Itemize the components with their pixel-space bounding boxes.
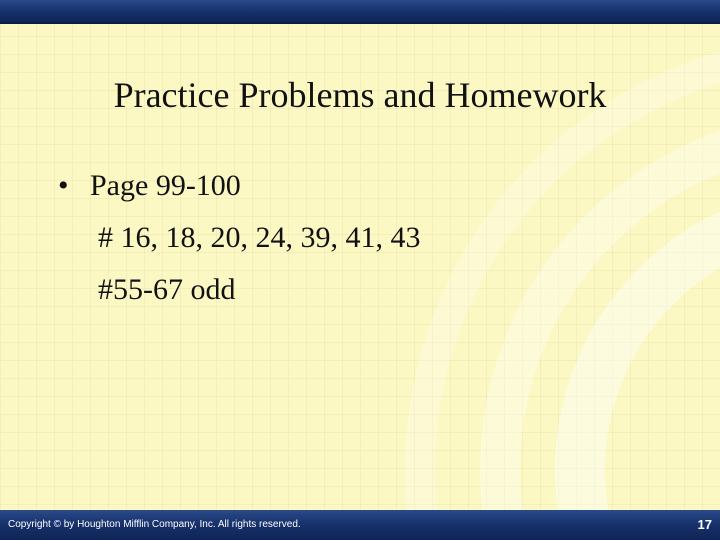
bullet-text: Page 99-100	[90, 169, 241, 202]
bullet-sub-line: # 16, 18, 20, 24, 39, 41, 43	[98, 221, 421, 254]
bullet-icon: •	[58, 169, 69, 202]
copyright-text: Copyright © by Houghton Mifflin Company, Inc. All rights reserved.	[8, 519, 301, 530]
bullet-item	[58, 160, 421, 212]
slide-title: Practice Problems and Homework	[113, 75, 607, 115]
footer-bar	[0, 510, 720, 540]
slide-number: 17	[697, 517, 712, 532]
bullet-list	[58, 160, 421, 316]
bullet-sub-line: #55-67 odd	[98, 273, 236, 306]
